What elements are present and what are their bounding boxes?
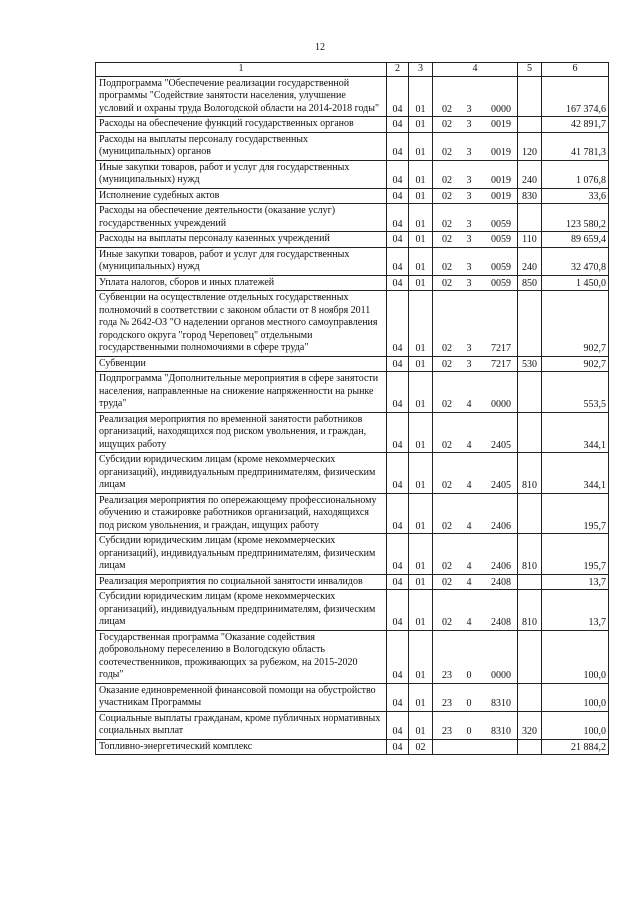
expense-type-code: 830 [518,188,542,204]
amount: 13,7 [542,590,609,631]
row-name: Уплата налогов, сборов и иных платежей [96,275,387,291]
row-name: Реализация мероприятия по временной занятости работников организаций, находящихся под риском увольнения, и граждан, ищущих работу [96,412,387,453]
amount: 902,7 [542,291,609,357]
subsection-code: 01 [409,188,433,204]
row-name: Государственная программа "Оказание содействия добровольному переселению в Вологодскую область соотечественников, проживающих за рубежом, на 2015-2020 годы" [96,630,387,683]
code-part: 02 [442,343,452,354]
code-part: 3 [466,147,472,158]
table-row [96,232,609,248]
code-part: 23 [442,726,452,737]
row-name: Субвенции на осуществление отдельных государственных полномочий в соответствии с законом области от 8 ноября 2011 года № 2642-ОЗ "О наделении органов местного самоуправления городского округа "город Череповец" отдельными государственными полномочиями в сфере труда" [96,291,387,357]
subsection-code: 01 [409,117,433,133]
subsection-code: 02 [409,739,433,755]
amount: 41 781,3 [542,132,609,160]
row-name: Подпрограмма "Обеспечение реализации государственной программы "Содействие занятости населения, улучшение условий и охраны труда Вологодской области на 2014-2018 годы" [96,76,387,117]
code-part: 3 [466,103,472,115]
expense-type-code [518,204,542,232]
row-name: Расходы на обеспечение деятельности (оказание услуг) государственных учреждений [96,204,387,232]
code-part: 0059 [491,218,511,230]
code-part: 02 [442,561,452,572]
row-name: Реализация мероприятия по опережающему профессиональному обучению и стажировке работников организаций, находящихся под риском увольнения, и граждан, ищущих работу [96,493,387,534]
subsection-code: 01 [409,574,433,590]
amount: 42 891,7 [542,117,609,133]
table-row [96,204,609,232]
target-article-code [433,574,518,590]
target-article-code [433,534,518,575]
row-name: Оказание единовременной финансовой помощи на обустройство участникам Программы [96,683,387,711]
amount: 123 580,2 [542,204,609,232]
expense-type-code: 810 [518,453,542,494]
code-part: 3 [466,234,472,245]
amount: 100,0 [542,683,609,711]
table-row [96,372,609,413]
subsection-code: 01 [409,160,433,188]
code-part: 4 [466,399,472,410]
code-part: 3 [466,343,472,354]
table-row [96,412,609,453]
target-article-code [433,453,518,494]
section-code: 04 [387,574,409,590]
row-name: Иные закупки товаров, работ и услуг для государственных (муниципальных) нужд [96,247,387,275]
section-code: 04 [387,291,409,357]
target-article-code [433,204,518,232]
expense-type-code: 240 [518,247,542,275]
code-part: 0000 [491,670,511,681]
code-part: 02 [442,439,452,451]
target-article-code [433,132,518,160]
code-part: 7217 [491,343,511,354]
expense-type-code [518,493,542,534]
subsection-code: 01 [409,683,433,711]
code-part: 0000 [491,399,511,410]
table-row [96,356,609,372]
amount: 902,7 [542,356,609,372]
section-code: 04 [387,160,409,188]
section-code: 04 [387,630,409,683]
code-part: 23 [442,670,452,681]
subsection-code: 01 [409,453,433,494]
expense-type-code: 240 [518,160,542,188]
table-row [96,160,609,188]
row-name: Субсидии юридическим лицам (кроме некоммерческих организаций), индивидуальным предпринимателям, физическим лицам [96,453,387,494]
target-article-code [433,232,518,248]
section-code: 04 [387,76,409,117]
section-code: 04 [387,534,409,575]
expense-type-code: 850 [518,275,542,291]
page-number: 12 [315,42,325,53]
amount: 33,6 [542,188,609,204]
expense-type-code: 810 [518,590,542,631]
expense-type-code: 320 [518,711,542,739]
code-part: 2408 [491,576,511,588]
expense-type-code [518,739,542,755]
code-part: 3 [466,119,472,130]
section-code: 04 [387,739,409,755]
code-part: 02 [442,617,452,628]
code-part: 23 [442,698,452,709]
code-part: 8310 [491,698,511,709]
code-part: 7217 [491,358,511,370]
subsection-code: 01 [409,76,433,117]
section-code: 04 [387,247,409,275]
target-article-code [433,160,518,188]
subsection-code: 01 [409,275,433,291]
amount: 344,1 [542,453,609,494]
code-part: 0000 [491,103,511,115]
target-article-code [433,372,518,413]
code-part: 0 [466,698,472,709]
code-part: 02 [442,262,452,273]
table-row [96,590,609,631]
target-article-code [433,117,518,133]
subsection-code: 01 [409,493,433,534]
target-article-code [433,412,518,453]
code-part: 0 [466,726,472,737]
header-cell: 5 [518,63,542,77]
row-name: Расходы на обеспечение функций государственных органов [96,117,387,133]
expense-type-code [518,630,542,683]
row-name: Расходы на выплаты персоналу казенных учреждений [96,232,387,248]
code-part: 2405 [491,439,511,451]
code-part: 2408 [491,617,511,628]
amount: 13,7 [542,574,609,590]
row-name: Исполнение судебных актов [96,188,387,204]
amount: 167 374,6 [542,76,609,117]
target-article-code [433,275,518,291]
code-part: 02 [442,520,452,532]
expense-type-code [518,683,542,711]
code-part: 4 [466,480,472,491]
code-part: 3 [466,190,472,202]
subsection-code: 01 [409,204,433,232]
amount: 195,7 [542,493,609,534]
code-part: 2405 [491,480,511,491]
code-part: 02 [442,277,452,289]
subsection-code: 01 [409,132,433,160]
target-article-code [433,590,518,631]
section-code: 04 [387,590,409,631]
target-article-code [433,493,518,534]
expense-type-code [518,291,542,357]
expense-type-code: 810 [518,534,542,575]
code-part: 0 [466,670,472,681]
row-name: Субсидии юридическим лицам (кроме некоммерческих организаций), индивидуальным предпринимателям, физическим лицам [96,534,387,575]
budget-table [95,62,609,755]
amount: 344,1 [542,412,609,453]
code-part: 02 [442,218,452,230]
table-header-row [96,63,609,77]
table-row [96,683,609,711]
table-row [96,188,609,204]
section-code: 04 [387,232,409,248]
target-article-code [433,711,518,739]
code-part: 02 [442,147,452,158]
expense-type-code [518,372,542,413]
code-part: 02 [442,399,452,410]
section-code: 04 [387,275,409,291]
code-part: 3 [466,358,472,370]
section-code: 04 [387,493,409,534]
code-part: 3 [466,262,472,273]
table-row [96,132,609,160]
table-row [96,534,609,575]
code-part: 0019 [491,119,511,130]
target-article-code [433,291,518,357]
row-name: Расходы на выплаты персоналу государственных (муниципальных) органов [96,132,387,160]
code-part: 4 [466,576,472,588]
code-part: 8310 [491,726,511,737]
amount: 100,0 [542,711,609,739]
subsection-code: 01 [409,590,433,631]
subsection-code: 01 [409,412,433,453]
code-part: 0059 [491,234,511,245]
target-article-code [433,76,518,117]
target-article-code [433,683,518,711]
expense-type-code [518,76,542,117]
code-part: 02 [442,119,452,130]
target-article-code [433,630,518,683]
code-part: 4 [466,561,472,572]
code-part: 0019 [491,190,511,202]
code-part: 4 [466,520,472,532]
amount: 89 659,4 [542,232,609,248]
subsection-code: 01 [409,711,433,739]
code-part: 02 [442,576,452,588]
subsection-code: 01 [409,291,433,357]
table-row [96,739,609,755]
amount: 1 076,8 [542,160,609,188]
row-name: Иные закупки товаров, работ и услуг для государственных (муниципальных) нужд [96,160,387,188]
row-name: Подпрограмма "Дополнительные мероприятия в сфере занятости населения, направленные на снижение напряженности на рынке труда" [96,372,387,413]
code-part: 3 [466,277,472,289]
row-name: Топливно-энергетический комплекс [96,739,387,755]
subsection-code: 01 [409,232,433,248]
table-row [96,247,609,275]
code-part: 0059 [491,277,511,289]
section-code: 04 [387,188,409,204]
expense-type-code [518,574,542,590]
amount: 21 884,2 [542,739,609,755]
section-code: 04 [387,412,409,453]
code-part: 02 [442,175,452,186]
subsection-code: 01 [409,630,433,683]
target-article-code [433,247,518,275]
table-row [96,275,609,291]
amount: 553,5 [542,372,609,413]
row-name: Реализация мероприятия по социальной занятости инвалидов [96,574,387,590]
table-row [96,453,609,494]
code-part: 3 [466,175,472,186]
code-part: 2406 [491,520,511,532]
target-article-code [433,188,518,204]
table-row [96,630,609,683]
subsection-code: 01 [409,372,433,413]
header-cell: 4 [433,63,518,77]
code-part: 4 [466,617,472,628]
amount: 32 470,8 [542,247,609,275]
table-row [96,291,609,357]
amount: 1 450,0 [542,275,609,291]
expense-type-code [518,117,542,133]
section-code: 04 [387,453,409,494]
table-row [96,574,609,590]
table-body [96,63,609,755]
header-cell: 3 [409,63,433,77]
code-part: 0019 [491,147,511,158]
section-code: 04 [387,356,409,372]
row-name: Социальные выплаты гражданам, кроме публичных нормативных социальных выплат [96,711,387,739]
section-code: 04 [387,711,409,739]
target-article-code [433,356,518,372]
subsection-code: 01 [409,356,433,372]
table-row [96,711,609,739]
code-part: 4 [466,439,472,451]
code-part: 0059 [491,262,511,273]
row-name: Субсидии юридическим лицам (кроме некоммерческих организаций), индивидуальным предпринимателям, физическим лицам [96,590,387,631]
code-part: 02 [442,103,452,115]
expense-type-code: 120 [518,132,542,160]
table-row [96,76,609,117]
amount: 100,0 [542,630,609,683]
expense-type-code [518,412,542,453]
code-part: 3 [466,218,472,230]
section-code: 04 [387,132,409,160]
expense-type-code: 110 [518,232,542,248]
code-part: 0019 [491,175,511,186]
code-part: 2406 [491,561,511,572]
section-code: 04 [387,683,409,711]
row-name: Субвенции [96,356,387,372]
header-cell: 2 [387,63,409,77]
code-part: 02 [442,190,452,202]
code-part: 02 [442,358,452,370]
target-article-code [433,739,518,755]
section-code: 04 [387,372,409,413]
code-part: 02 [442,480,452,491]
header-cell: 6 [542,63,609,77]
amount: 195,7 [542,534,609,575]
table-row [96,493,609,534]
section-code: 04 [387,117,409,133]
section-code: 04 [387,204,409,232]
subsection-code: 01 [409,247,433,275]
header-cell: 1 [96,63,387,77]
expense-type-code: 530 [518,356,542,372]
subsection-code: 01 [409,534,433,575]
table-row [96,117,609,133]
code-part: 02 [442,234,452,245]
